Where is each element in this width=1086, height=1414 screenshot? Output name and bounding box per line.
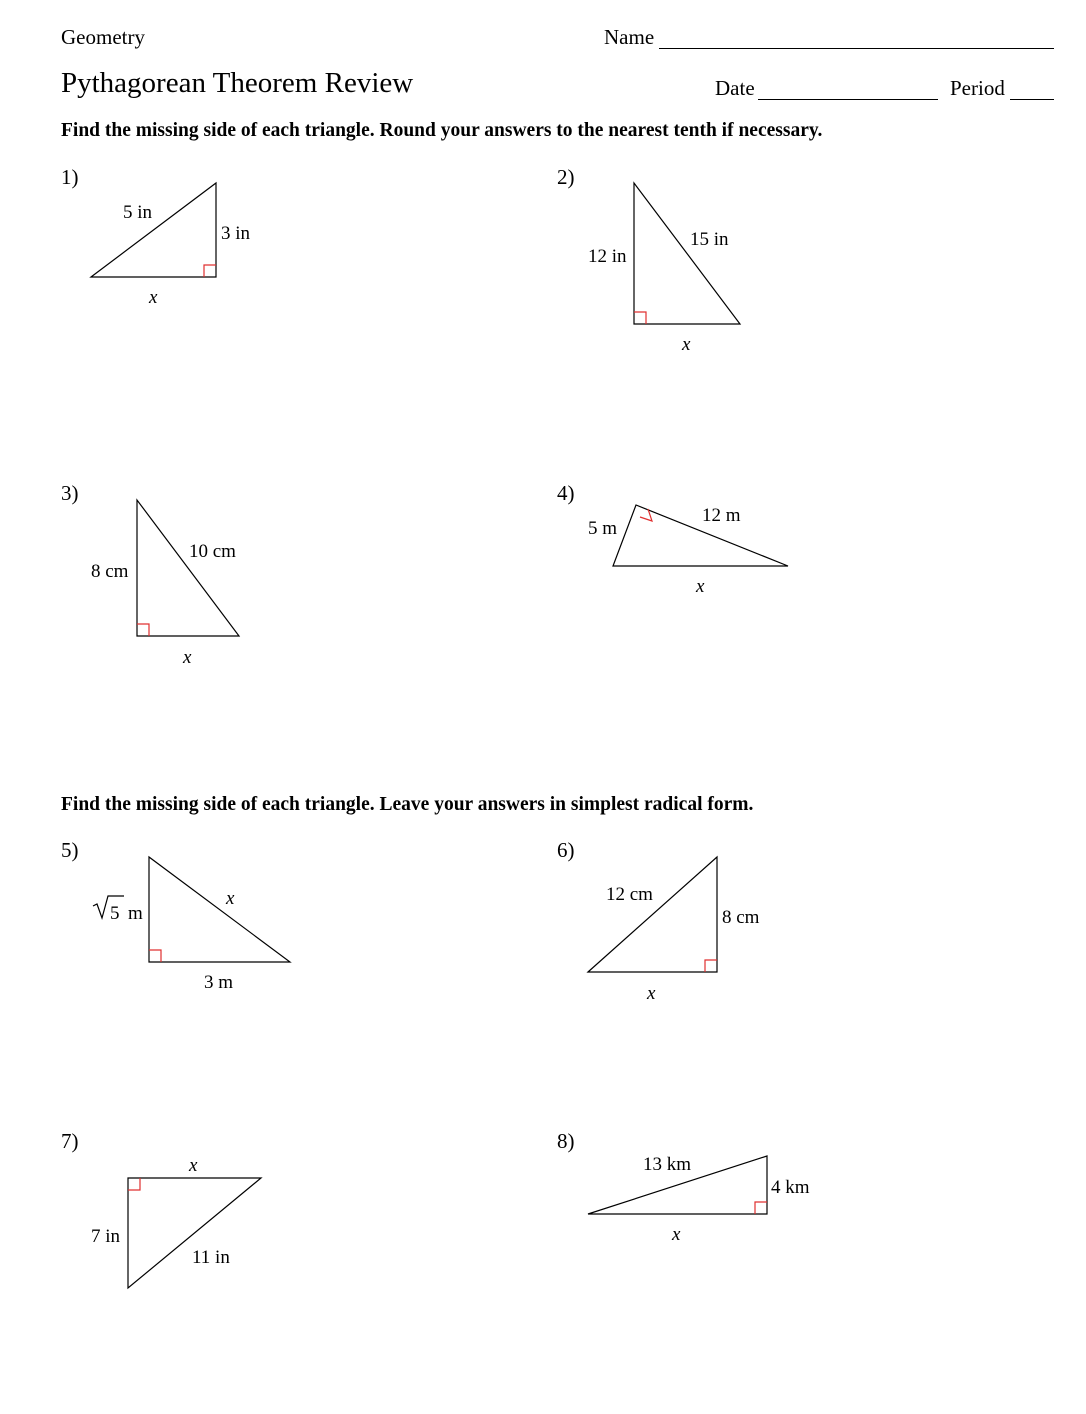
- course-name: Geometry: [61, 25, 145, 49]
- radical-leg-unit: m: [128, 903, 143, 924]
- problem-number: 5): [61, 838, 79, 862]
- hypotenuse-label: 13 km: [643, 1154, 692, 1175]
- hypotenuse-label: 12 cm: [606, 884, 653, 905]
- right-angle-marker-2: [634, 312, 646, 324]
- unknown-side-label: x: [672, 1224, 681, 1245]
- leg-label: 3 in: [221, 223, 251, 244]
- name-label: Name: [604, 25, 655, 49]
- triangle-2: [634, 183, 740, 324]
- unknown-side-label: x: [149, 287, 158, 308]
- unknown-side-label: x: [226, 888, 235, 909]
- hypotenuse-label: 5 in: [123, 202, 153, 223]
- problem-number: 8): [557, 1129, 575, 1153]
- triangle-6: [588, 857, 717, 972]
- hypotenuse-label: 15 in: [690, 229, 729, 250]
- leg-label: 7 in: [91, 1226, 121, 1247]
- leg-label: 4 km: [771, 1177, 810, 1198]
- problem-number: 6): [557, 838, 575, 862]
- date-label: Date: [715, 76, 755, 100]
- leg-label: 8 cm: [91, 561, 129, 582]
- right-angle-marker-8: [755, 1202, 767, 1214]
- hypotenuse-label: 11 in: [192, 1247, 230, 1268]
- leg-label: 5 m: [588, 518, 618, 539]
- right-angle-marker-5: [149, 950, 161, 962]
- problem-number: 7): [61, 1129, 79, 1153]
- unknown-side-label: x: [647, 983, 656, 1004]
- page-title: Pythagorean Theorem Review: [61, 67, 414, 99]
- right-angle-marker-7: [128, 1178, 140, 1190]
- unknown-side-label: x: [696, 576, 705, 597]
- right-angle-marker-1: [204, 265, 216, 277]
- leg-label: 3 m: [204, 972, 234, 993]
- problem-number: 3): [61, 481, 79, 505]
- triangle-1: [91, 183, 216, 277]
- unknown-side-label: x: [189, 1155, 198, 1176]
- leg-label: 12 m: [702, 505, 741, 526]
- problem-number: 1): [61, 165, 79, 189]
- problem-number: 4): [557, 481, 575, 505]
- triangle-7: [128, 1178, 261, 1288]
- triangle-3: [137, 500, 239, 636]
- problem-number: 2): [557, 165, 575, 189]
- right-angle-marker-6: [705, 960, 717, 972]
- leg-label: 12 in: [588, 246, 627, 267]
- unknown-side-label: x: [183, 647, 192, 668]
- triangle-5: [149, 857, 290, 962]
- right-angle-marker-3: [137, 624, 149, 636]
- period-label: Period: [950, 76, 1005, 100]
- unknown-side-label: x: [682, 334, 691, 355]
- hypotenuse-label: 10 cm: [189, 541, 236, 562]
- section-1-instructions: Find the missing side of each triangle. Round your answers to the nearest tenth if necessary.: [61, 120, 823, 141]
- triangle-4: [613, 505, 788, 566]
- section-2-instructions: Find the missing side of each triangle. Leave your answers in simplest radical form.: [61, 794, 754, 815]
- leg-label: 8 cm: [722, 907, 760, 928]
- radical-leg-radicand: 5: [110, 903, 120, 924]
